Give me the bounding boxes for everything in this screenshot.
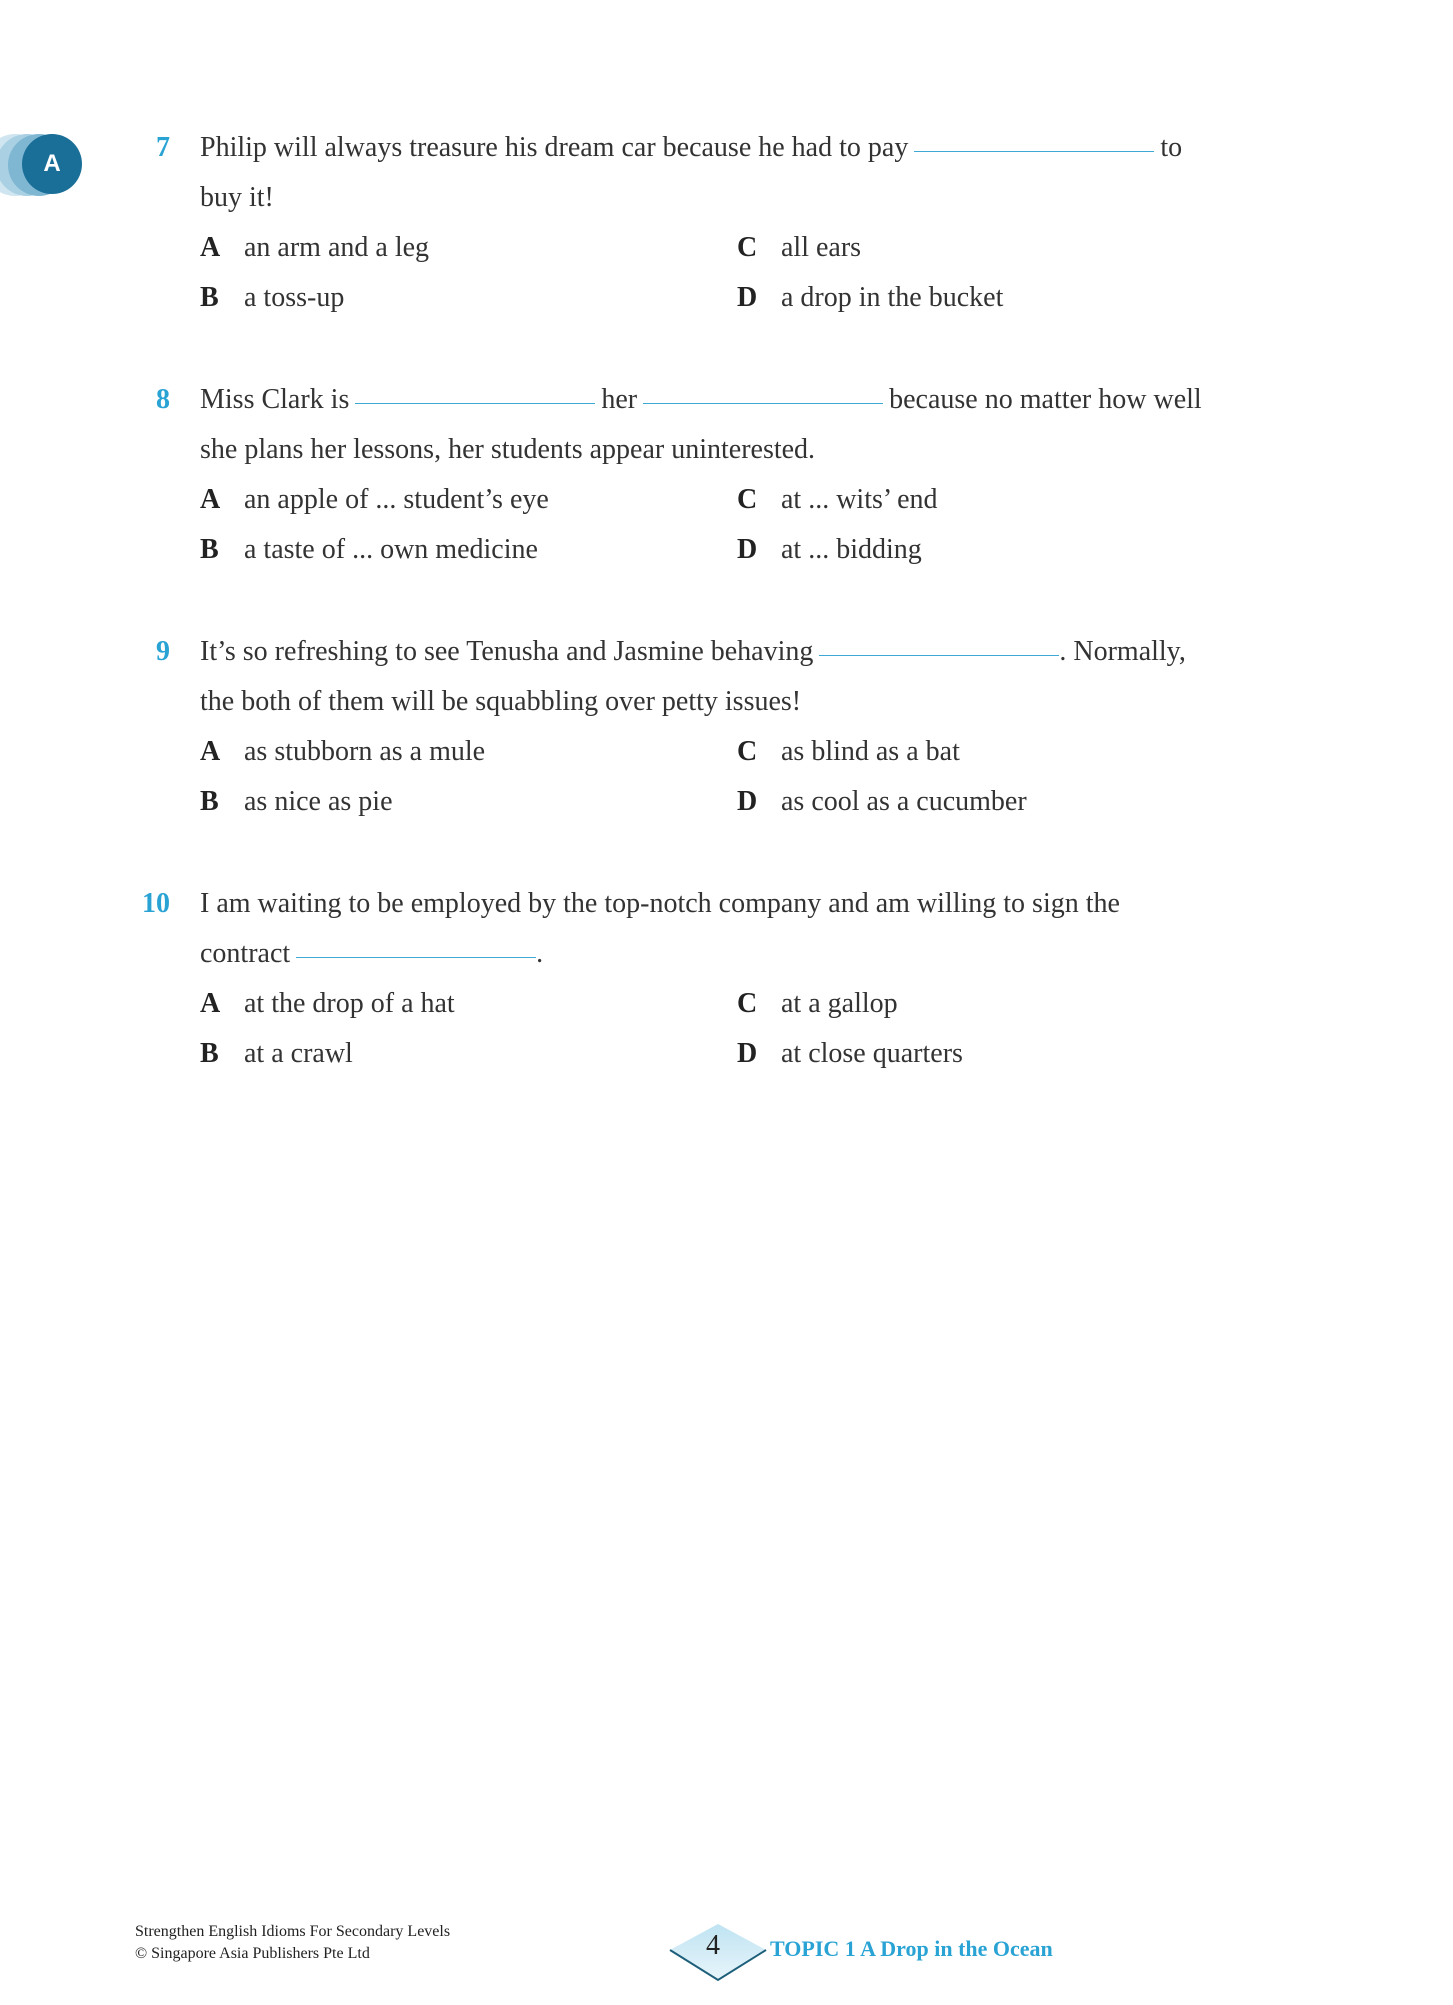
text: . Normally, — [1059, 636, 1186, 667]
option-text: as stubborn as a mule — [244, 736, 486, 767]
option-letter: B — [200, 534, 219, 565]
text: Miss Clark is — [200, 384, 350, 415]
option-letter: B — [200, 1038, 219, 1069]
answer-blank — [296, 957, 536, 958]
option-text: an apple of ... student’s eye — [244, 484, 549, 515]
page-number: 4 — [706, 1930, 720, 1961]
text: It’s so refreshing to see Tenusha and Jasmine behaving — [200, 636, 814, 667]
text: Philip will always treasure his dream car because he had to pay — [200, 132, 909, 163]
option-text: a taste of ... own medicine — [244, 534, 538, 565]
answer-blank — [355, 403, 595, 404]
text: contract — [200, 938, 291, 969]
footer-credits — [135, 1921, 450, 1965]
option-text: at the drop of a hat — [244, 988, 455, 1019]
option-text: at close quarters — [781, 1038, 963, 1069]
option-letter: C — [737, 232, 758, 263]
option-text: as blind as a bat — [781, 736, 960, 767]
section-badge-letter: A — [22, 134, 82, 194]
option-a[interactable] — [200, 232, 429, 264]
option-text: at ... bidding — [781, 534, 922, 565]
answer-blank — [643, 403, 883, 404]
option-text: at ... wits’ end — [781, 484, 938, 515]
question-text — [200, 384, 1202, 416]
option-d[interactable] — [737, 1038, 963, 1070]
option-text: as nice as pie — [244, 786, 393, 817]
option-letter: C — [737, 484, 758, 515]
option-text: at a crawl — [244, 1038, 353, 1069]
option-text: an arm and a leg — [244, 232, 430, 263]
option-a[interactable] — [200, 736, 485, 768]
text: because no matter how well — [889, 384, 1202, 415]
option-b[interactable] — [200, 786, 393, 818]
option-text: a toss-up — [244, 282, 345, 313]
option-letter: C — [737, 736, 758, 767]
option-d[interactable] — [737, 534, 922, 566]
option-letter: B — [200, 786, 219, 817]
question-text: she plans her lessons, her students appear uninterested. — [200, 434, 816, 465]
answer-blank — [914, 151, 1154, 152]
text: her — [601, 384, 638, 415]
option-c[interactable] — [737, 736, 960, 768]
topic-title: TOPIC 1 A Drop in the Ocean — [770, 1936, 1053, 1961]
option-letter: C — [737, 988, 758, 1019]
option-letter: B — [200, 282, 219, 313]
question-text: I am waiting to be employed by the top-notch company and am willing to sign the — [200, 888, 1120, 919]
option-b[interactable] — [200, 1038, 353, 1070]
section-badge — [0, 134, 85, 196]
question-number: 7 — [156, 132, 170, 163]
option-letter: D — [737, 1038, 758, 1069]
option-letter: D — [737, 282, 758, 313]
question-text — [200, 938, 543, 970]
answer-blank — [819, 655, 1059, 656]
question-text — [200, 132, 1245, 164]
question-number: 9 — [156, 636, 170, 667]
option-text: a drop in the bucket — [781, 282, 1004, 313]
option-d[interactable] — [737, 282, 1003, 314]
option-letter: A — [200, 232, 221, 263]
option-a[interactable] — [200, 484, 549, 516]
text: . — [536, 938, 544, 969]
option-a[interactable] — [200, 988, 455, 1020]
option-letter: D — [737, 534, 758, 565]
option-letter: A — [200, 736, 221, 767]
copyright: © Singapore Asia Publishers Pte Ltd — [135, 1945, 370, 1962]
question-text: the both of them will be squabbling over petty issues! — [200, 686, 802, 717]
question-text — [200, 636, 1186, 668]
option-b[interactable] — [200, 534, 538, 566]
book-title: Strengthen English Idioms For Secondary Levels — [135, 1923, 451, 1940]
question-number: 10 — [142, 888, 170, 919]
option-letter: A — [200, 484, 221, 515]
option-b[interactable] — [200, 282, 344, 314]
option-text: all ears — [781, 232, 862, 263]
option-letter: A — [200, 988, 221, 1019]
option-d[interactable] — [737, 786, 1027, 818]
question-text: buy it! — [200, 182, 274, 213]
option-text: at a gallop — [781, 988, 898, 1019]
option-text: as cool as a cucumber — [781, 786, 1027, 817]
option-c[interactable] — [737, 484, 938, 516]
text: to — [1160, 132, 1183, 163]
option-c[interactable] — [737, 232, 861, 264]
option-letter: D — [737, 786, 758, 817]
option-c[interactable] — [737, 988, 898, 1020]
question-number: 8 — [156, 384, 170, 415]
